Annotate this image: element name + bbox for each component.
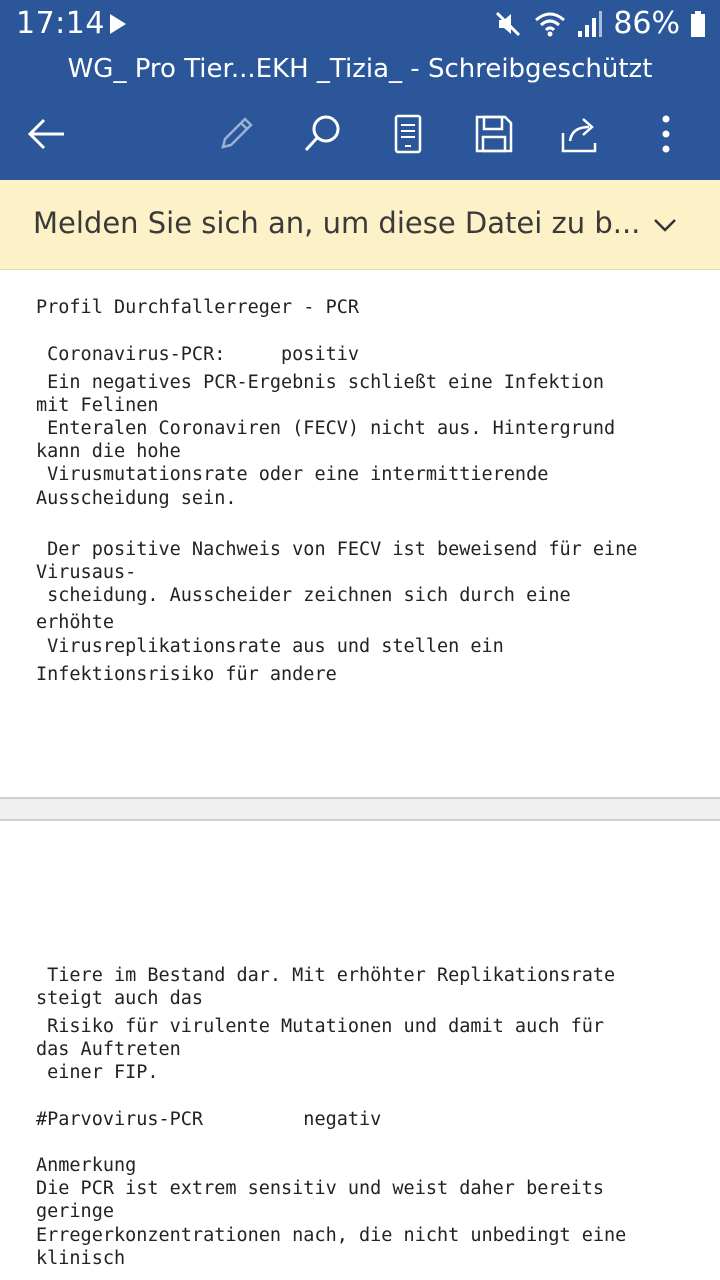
- more-icon: [660, 114, 672, 154]
- back-button[interactable]: [22, 110, 70, 158]
- document-line: Die PCR ist extrem sensitiv und weist daher bereits: [36, 1178, 605, 1199]
- save-button[interactable]: [470, 110, 518, 158]
- status-time: 17:14: [16, 6, 105, 41]
- page-separator: [0, 797, 720, 821]
- document-line: klinisch: [36, 1248, 126, 1269]
- mute-icon: [493, 9, 523, 39]
- back-arrow-icon: [26, 114, 66, 154]
- document-line: erhöhte: [36, 612, 114, 633]
- more-options-button[interactable]: [642, 110, 690, 158]
- app-header: [0, 0, 720, 180]
- sign-in-banner[interactable]: [0, 180, 720, 270]
- document-line: Erregerkonzentrationen nach, die nicht unbedingt eine: [36, 1225, 627, 1246]
- document-line: Ein negatives PCR-Ergebnis schließt eine Infektion: [36, 372, 605, 393]
- document-title: WG_ Pro Tier...EKH _Tizia_ - Schreibgeschützt: [67, 54, 653, 84]
- sign-in-banner-text: Melden Sie sich an, um diese Datei zu b...: [33, 206, 641, 240]
- chevron-down-icon[interactable]: [650, 210, 680, 240]
- mobile-view-icon: [390, 113, 426, 155]
- document-page-2: [0, 821, 720, 1280]
- signal-icon: [577, 9, 603, 39]
- document-line: Profil Durchfallerreger - PCR: [36, 297, 360, 318]
- mobile-view-button[interactable]: [384, 110, 432, 158]
- document-line: #Parvovirus-PCR negativ: [36, 1109, 382, 1130]
- share-icon: [559, 113, 601, 155]
- status-icons: [493, 6, 706, 41]
- save-icon: [474, 114, 514, 154]
- battery-icon: [690, 9, 706, 39]
- document-line: Der positive Nachweis von FECV ist beweisend für eine: [36, 539, 638, 560]
- document-line: scheidung. Ausscheider zeichnen sich durch eine: [36, 585, 571, 606]
- document-page-1: [0, 271, 720, 797]
- document-line: Enteralen Coronaviren (FECV) nicht aus. Hintergrund: [36, 418, 616, 439]
- share-button[interactable]: [556, 110, 604, 158]
- document-line: Risiko für virulente Mutationen und damit auch für: [36, 1016, 605, 1037]
- status-bar: [0, 0, 720, 48]
- document-line: Tiere im Bestand dar. Mit erhöhter Replikationsrate: [36, 965, 616, 986]
- pencil-icon: [215, 113, 257, 155]
- document-line: Virusmutationsrate oder eine intermittierende: [36, 464, 549, 485]
- battery-percentage: 86%: [613, 6, 680, 41]
- document-line: kann die hohe: [36, 441, 181, 462]
- document-line: Virusaus-: [36, 562, 137, 583]
- document-line: Virusreplikationsrate aus und stellen ein: [36, 636, 504, 657]
- document-line: einer FIP.: [36, 1062, 159, 1083]
- document-line: mit Felinen: [36, 395, 159, 416]
- search-button[interactable]: [298, 110, 346, 158]
- document-line: geringe: [36, 1201, 114, 1222]
- document-line: Anmerkung: [36, 1155, 137, 1176]
- play-icon: [110, 14, 126, 34]
- document-line: Coronavirus-PCR: positiv: [36, 344, 360, 365]
- search-icon: [301, 113, 343, 155]
- edit-button[interactable]: [212, 110, 260, 158]
- document-line: Ausscheidung sein.: [36, 488, 237, 509]
- document-line: das Auftreten: [36, 1039, 181, 1060]
- document-line: steigt auch das: [36, 988, 204, 1009]
- wifi-icon: [533, 9, 567, 39]
- document-line: Infektionsrisiko für andere: [36, 664, 337, 685]
